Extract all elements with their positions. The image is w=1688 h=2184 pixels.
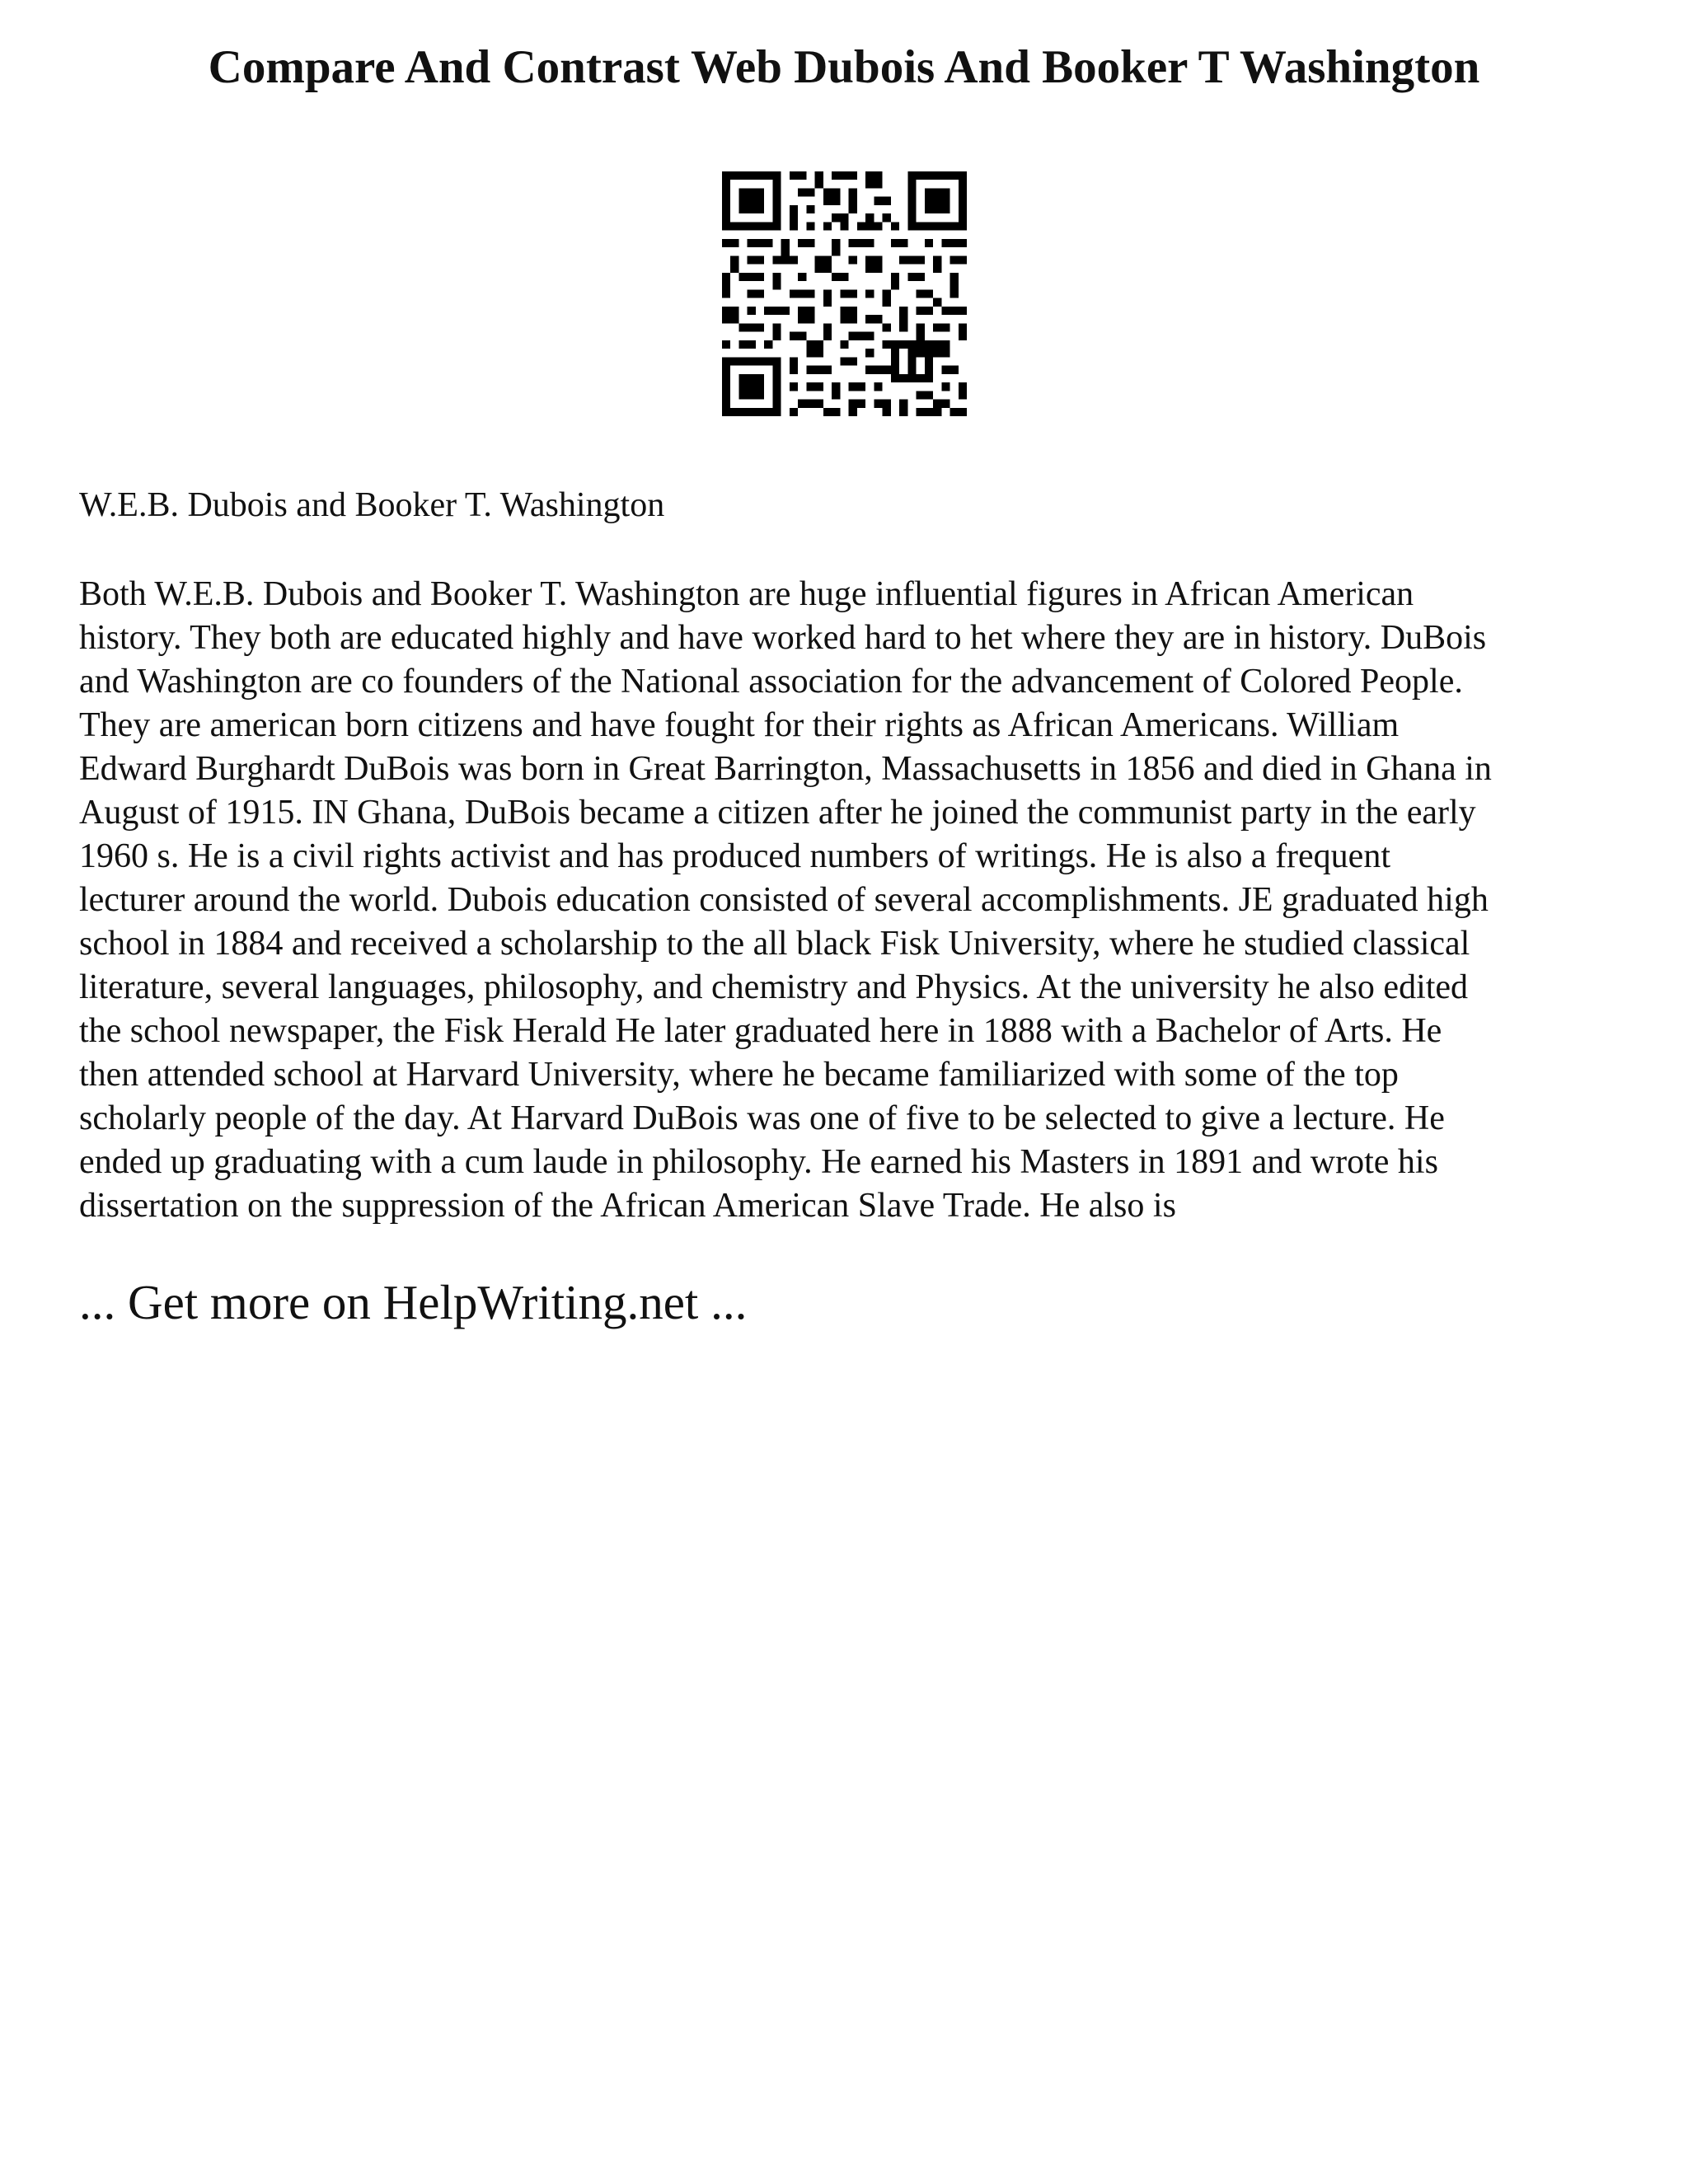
qr-code-icon (722, 171, 967, 416)
get-more-link[interactable]: ... Get more on HelpWriting.net ... (79, 1275, 748, 1329)
page-title: Compare And Contrast Web Dubois And Booker T Washington (208, 41, 1480, 93)
document-subtitle: W.E.B. Dubois and Booker T. Washington (79, 486, 665, 524)
essay-body: Both W.E.B. Dubois and Booker T. Washington are huge influential figures in African American history. They both are educated highly and have worked hard to het where they are in history. DuBois and Washington are co founders of the National association for the advancement of Colored People. They are american born citizens and have fought for their rights as African Americans. William Edward Burghardt DuBois was born in Great Barrington, Massachusetts in 1856 and died in Ghana in August of 1915. IN Ghana, DuBois became a citizen after he joined the communist party in the early 1960 s. He is a civil rights activist and has produced numbers of writings. He is also a frequent lecturer around the world. Dubois education consisted of several accomplishments. JE graduated high school in 1884 and received a scholarship to the all black Fisk University, where he studied classical literature, several languages, philosophy, and chemistry and Physics. At the university he also edited the school newspaper, the Fisk Herald He later graduated here in 1888 with a Bachelor of Arts. He then attended school at Harvard University, where he became familiarized with some of the top scholarly people of the day. At Harvard DuBois was one of five to be selected to give a lecture. He ended up graduating with a cum laude in philosophy. He earned his Masters in 1891 and wrote his dissertation on the suppression of the African American Slave Trade. He also is (79, 575, 1492, 1225)
